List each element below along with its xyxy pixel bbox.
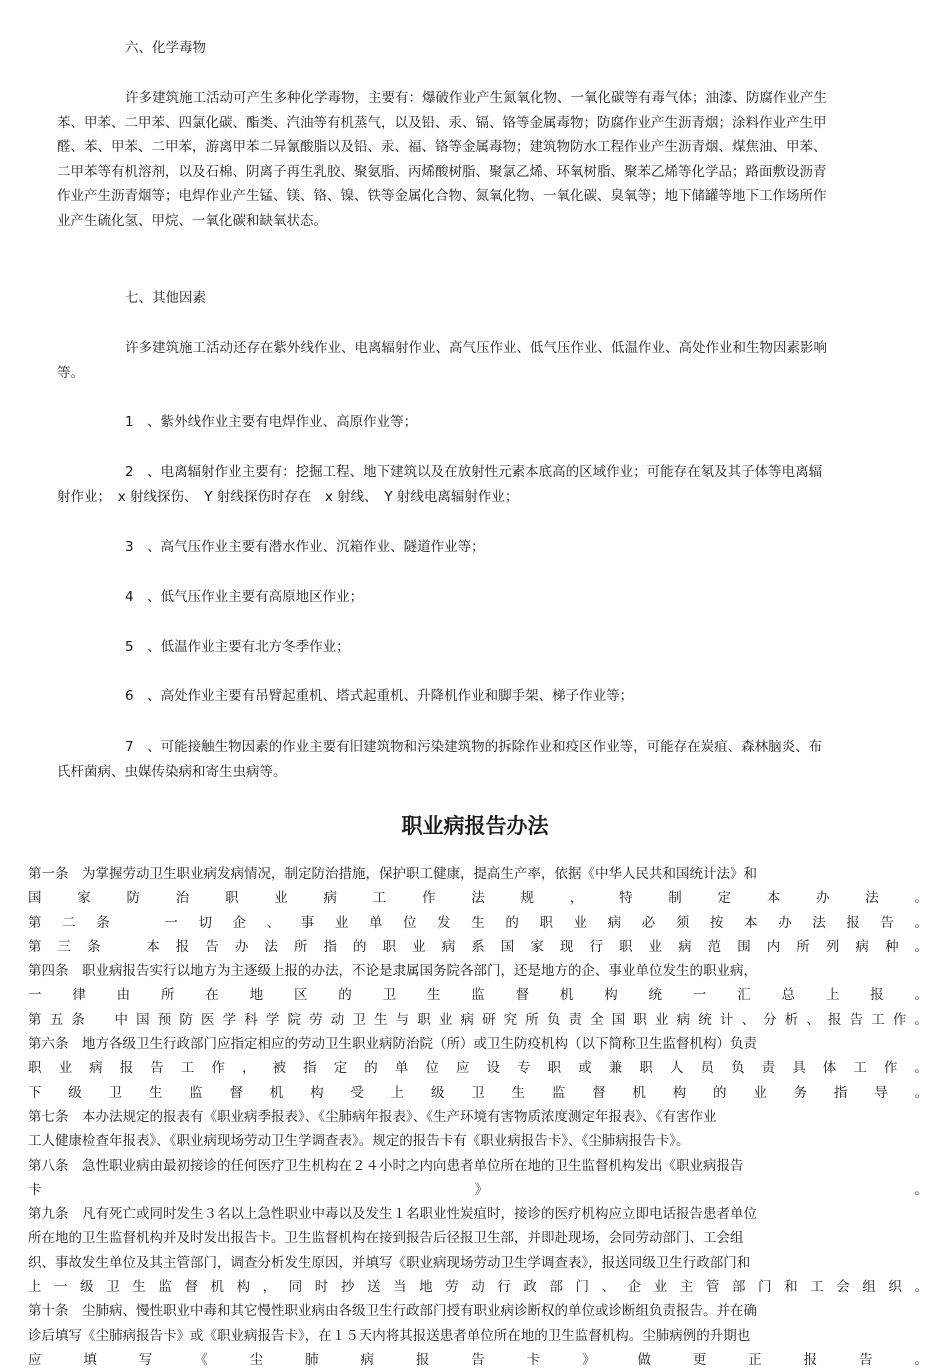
document-title: 职业病报告办法: [401, 814, 549, 838]
list-item-4: 4 、低气压作业主要有高原地区作业；: [125, 589, 364, 605]
regulation-line: 第四条 职业病报告实行以地方为主逐级上报的办法，不论是隶属国务院各部门，还是地方的企、事业单位发生的职业病，: [28, 963, 757, 980]
regulation-line: 工人健康检查年报表》、《职业病现场劳动卫生学调查表》。规定的报告卡有《职业病报告卡》、《尘肺病报告卡》。: [28, 1133, 690, 1150]
list-item-1: 1 、紫外线作业主要有电焊作业、高原作业等；: [125, 414, 418, 430]
regulation-line: 第十条 尘肺病、慢性职业中毒和其它慢性职业病由各级卫生行政部门授有职业病诊断权的单位或诊断组负责报告。并在确: [28, 1303, 757, 1320]
list-item-3: 3 、高气压作业主要有潜水作业、沉箱作业、隧道作业等；: [125, 539, 485, 555]
section-heading-other-factors: 七、其他因素: [125, 290, 206, 306]
regulation-line: 一律由所在地区的卫生监督机构统一汇总上报。: [28, 987, 928, 1004]
list-item-6: 6 、高处作业主要有吊臂起重机、塔式起重机、升降机作业和脚手架、梯子作业等；: [125, 688, 634, 704]
regulation-body: [28, 862, 928, 1372]
regulation-line: 第三条 本报告办法所指的职业病系国家现行职业病范围内所列病种。: [28, 938, 928, 955]
regulation-line: 第五条 中国预防医学科学院劳动卫生与职业病研究所负责全国职业病统计、分析、报告工作。: [28, 1011, 928, 1028]
other-factors-intro: 许多建筑施工活动还存在紫外线作业、电离辐射作业、高气压作业、低气压作业、低温作业、高处作业和生物因素影响等。: [57, 340, 827, 381]
chemical-poisons-paragraph: 许多建筑施工活动可产生多种化学毒物，主要有：爆破作业产生氮氧化物、一氧化碳等有毒气体；油漆、防腐作业产生苯、甲苯、二甲苯、四氯化碳、酯类、汽油等有机蒸气，以及铅、汞、镉、铬等金属毒物；防腐作业产生沥青烟；涂料作业产生甲醛、苯、甲苯、二甲苯，游离甲苯二异氰酸脂以及铅、汞、福、铬等金属毒物；建筑物防水工程作业产生沥青烟、煤焦油、甲苯、二甲苯等有机溶剂，以及石棉、阴离子再生乳胶、聚氨脂、丙烯酸树脂、聚氯乙烯、环氧树脂、聚苯乙烯等化学品；路面敷设沥青作业产生沥青烟等；电焊作业产生锰、镁、铬、镍、铁等金属化合物、氮氧化物、一氧化碳、臭氧等；地下储罐等地下工作场所作业产生硫化氢、甲烷、一氧化碳和缺氧状态。: [57, 90, 827, 229]
regulation-line: 第九条 凡有死亡或同时发生３名以上急性职业中毒以及发生１名职业性炭疽时，接诊的医疗机构应立即电话报告患者单位: [28, 1206, 757, 1223]
regulation-line: 第一条 为掌握劳动卫生职业病发病情况，制定防治措施，保护职工健康，提高生产率，依据《中华人民共和国统计法》和: [28, 866, 757, 882]
regulation-line: 卡》。: [28, 1181, 928, 1198]
regulation-line: 第二条 一切企、事业单位发生的职业病必须按本办法报告。: [28, 914, 928, 931]
regulation-line: 上一级卫生监督机构，同时抄送当地劳动行政部门、企业主管部门和工会组织。: [28, 1279, 928, 1296]
section-heading-chemical-poisons: 六、化学毒物: [125, 40, 206, 56]
regulation-line: 第八条 急性职业病由最初接诊的任何医疗卫生机构在２４小时之内向患者单位所在地的卫生监督机构发出《职业病报告: [28, 1157, 744, 1174]
regulation-line: 第六条 地方各级卫生行政部门应指定相应的劳动卫生职业病防治院（所）或卫生防疫机构（以下简称卫生监督机构）负责: [28, 1036, 757, 1053]
list-item-5: 5 、低温作业主要有北方冬季作业；: [125, 639, 350, 655]
regulation-line: 职业病报告工作，被指定的单位应设专职或兼职人员负责具体工作。: [28, 1060, 928, 1077]
list-item-7: 7 、可能接触生物因素的作业主要有旧建筑物和污染建筑物的拆除作业和疫区作业等，可能存在炭疽、森林脑炎、布氏杆菌病、虫媒传染病和寄生虫病等。: [57, 739, 823, 780]
regulation-line: 第七条 本办法规定的报表有《职业病季报表》、《尘肺病年报表》、《生产环境有害物质浓度测定年报表》、《有害作业: [28, 1108, 717, 1125]
regulation-line: 下级卫生监督机构受上级卫生监督机构的业务指导。: [28, 1084, 928, 1101]
regulation-line: 所在地的卫生监督机构并及时发出报告卡。卫生监督机构在接到报告后径报卫生部，并即赴现场，会同劳动部门、工会组: [28, 1230, 744, 1247]
regulation-line: 国家防治职业病工作法规，特制定本办法。: [28, 890, 928, 907]
regulation-line: 应填写《尘肺病报告卡》做更正报告。: [28, 1351, 928, 1368]
regulation-line: 诊后填写《尘肺病报告卡》或《职业病报告卡》，在１５天内将其报送患者单位所在地的卫生监督机构。尘肺病例的升期也: [28, 1327, 751, 1344]
regulation-line: 织、事故发生单位及其主管部门，调查分析发生原因，并填写《职业病现场劳动卫生学调查表》，报送同级卫生行政部门和: [28, 1254, 751, 1271]
list-item-2: 2 、电离辐射作业主要有：挖掘工程、地下建筑以及在放射性元素本底高的区域作业；可能存在氡及其子体等电离辐射作业； x 射线探伤、 Y 射线探伤时存在 x 射线、 Y 射线电离辐射作业；: [57, 464, 823, 505]
